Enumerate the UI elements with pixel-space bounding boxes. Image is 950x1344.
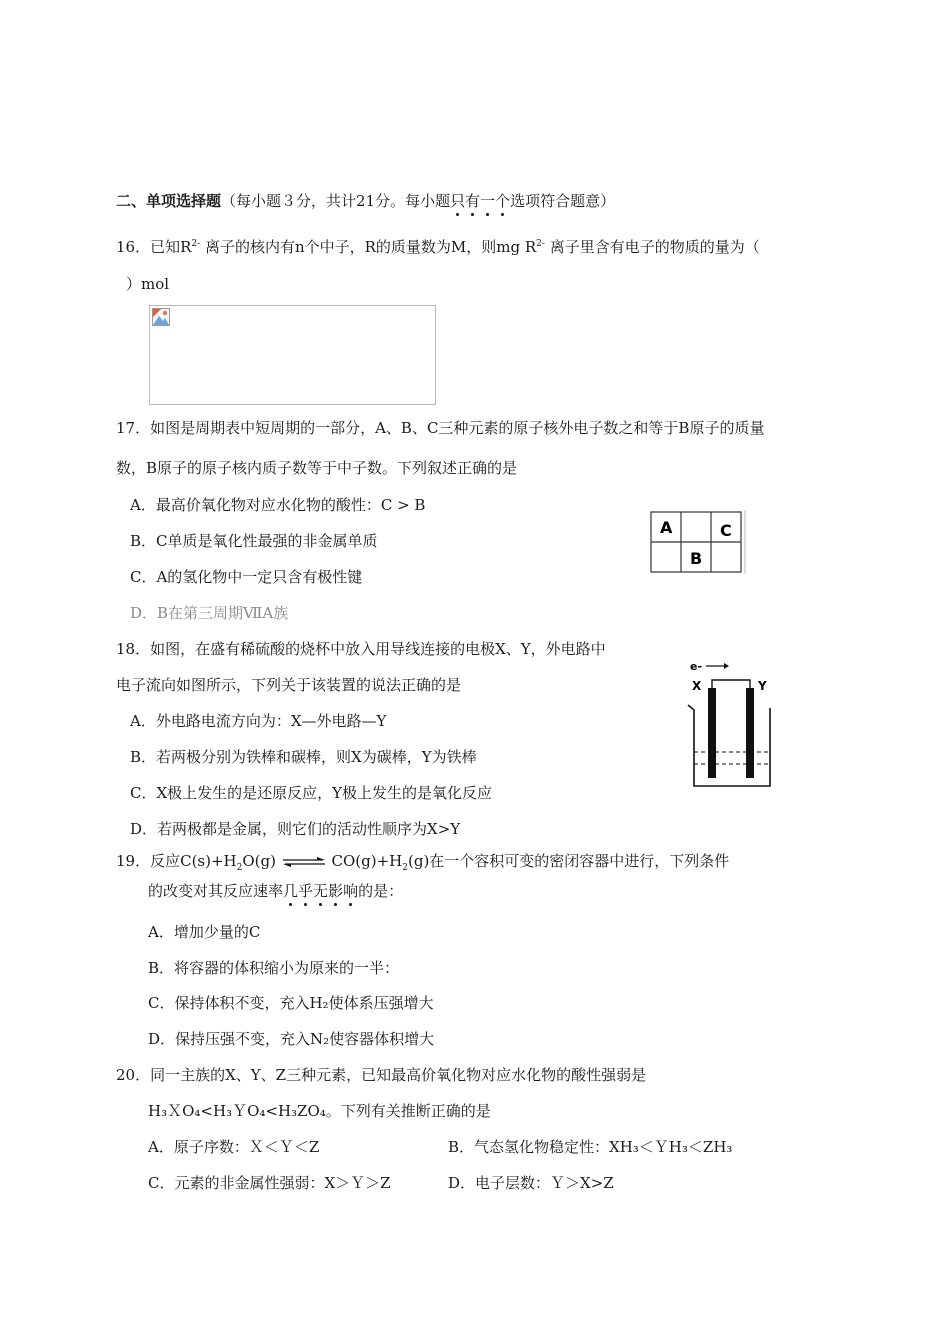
q16-stem-line2: ）mol: [126, 275, 170, 293]
q19-stem-line1: 19．反应$C(s)+H_2O(g)$ $CO(g)+H_2(g)$在一个容积可变的密闭容器中进行，下列条件: [116, 852, 730, 873]
table-cell-a: A: [660, 518, 673, 537]
q17-option-a: A．最高价氧化物对应水化物的酸性：C > B: [130, 496, 426, 514]
q17-option-b: B．C单质是氧化性最强的非金属单质: [130, 532, 378, 550]
equilibrium-arrow-icon: [281, 856, 327, 868]
q19-stem-line2: 的改变对其反应速率几乎无影响的是：: [148, 882, 404, 900]
q20-option-a: A．原子序数：Ｘ＜Ｙ＜Z: [148, 1138, 320, 1156]
q17-option-c: C．A的氢化物中一定只含有极性键: [130, 568, 363, 586]
q19-option-c: C．保持体积不变，充入H₂使体系压强增大: [148, 994, 434, 1012]
q16-stem-line1: 16．已知$R^{2-}$ 离子的核内有n个中子，R的质量数为M，则mg $R^{2-}$ 离子里含有电子的物质的量为（: [116, 238, 760, 256]
q19-option-b: B．将容器的体积缩小为原来的一半：: [148, 959, 400, 977]
section-heading: [116, 191, 615, 211]
q18-option-a: A．外电路电流方向为：X—外电路—Y: [130, 712, 387, 730]
arrow-right-icon: [724, 663, 729, 669]
section-note-prefix: （每小题３分，共计21分。每小题: [221, 192, 451, 210]
electrode-x: [708, 688, 716, 778]
q18-option-c: C．X极上发生的是还原反应，Y极上发生的是氧化反应: [130, 784, 493, 802]
electrochemical-cell-figure: [684, 660, 784, 790]
table-cell-b: B: [690, 549, 703, 568]
q18-option-d: D．若两极都是金属，则它们的活动性顺序为X>Y: [130, 820, 461, 838]
q17-stem-line1: 17．如图是周期表中短周期的一部分，A、B、C三种元素的原子核外电子数之和等于B原子的质量: [116, 419, 765, 437]
periodic-table-fragment: [650, 510, 746, 574]
q20-option-b: B．气态氢化物稳定性：XH₃＜ＹH₃＜ZH₃: [448, 1138, 733, 1156]
section-title: 二、单项选择题: [116, 192, 222, 210]
q18-stem-line1: 18．如图，在盛有稀硫酸的烧杯中放入用导线连接的电极X、Y，外电路中: [116, 640, 606, 658]
electron-label: e-: [690, 660, 703, 673]
q19-option-d: D．保持压强不变，充入N₂使容器体积增大: [148, 1030, 435, 1048]
section-note-emphasis: 只有一个: [450, 192, 511, 210]
q20-stem-line2: H₃ＸO₄<H₃ＹO₄<H₃ZO₄。下列有关推断正确的是: [148, 1102, 491, 1120]
electrode-y: [746, 688, 754, 778]
q20-stem-line1: 20．同一主族的X、Y、Z三种元素，已知最高价氧化物对应水化物的酸性强弱是: [116, 1066, 647, 1084]
q16-answer-image-placeholder: [149, 305, 436, 405]
q18-option-b: B．若两极分别为铁棒和碳棒，则X为碳棒，Y为铁棒: [130, 748, 477, 766]
electrode-y-label: Y: [758, 679, 767, 693]
table-cell-c: C: [720, 521, 732, 540]
q19-option-a: A．增加少量的C: [148, 923, 261, 941]
q17-option-d: D．B在第三周期ⅦA族: [130, 604, 289, 622]
section-note-suffix: 选项符合题意）: [510, 192, 616, 210]
q18-stem-line2: 电子流向如图所示，下列关于该装置的说法正确的是: [116, 676, 462, 694]
q17-stem-line2: 数，B原子的原子核内质子数等于中子数。下列叙述正确的是: [116, 459, 518, 477]
q19-emphasis: 几乎无影响: [283, 882, 359, 900]
q20-option-c: C．元素的非金属性强弱：X＞Ｙ＞Z: [148, 1174, 391, 1192]
q20-option-d: D．电子层数：Ｙ＞X>Z: [448, 1174, 614, 1192]
broken-image-icon: [152, 308, 170, 326]
electrode-x-label: X: [692, 679, 702, 693]
